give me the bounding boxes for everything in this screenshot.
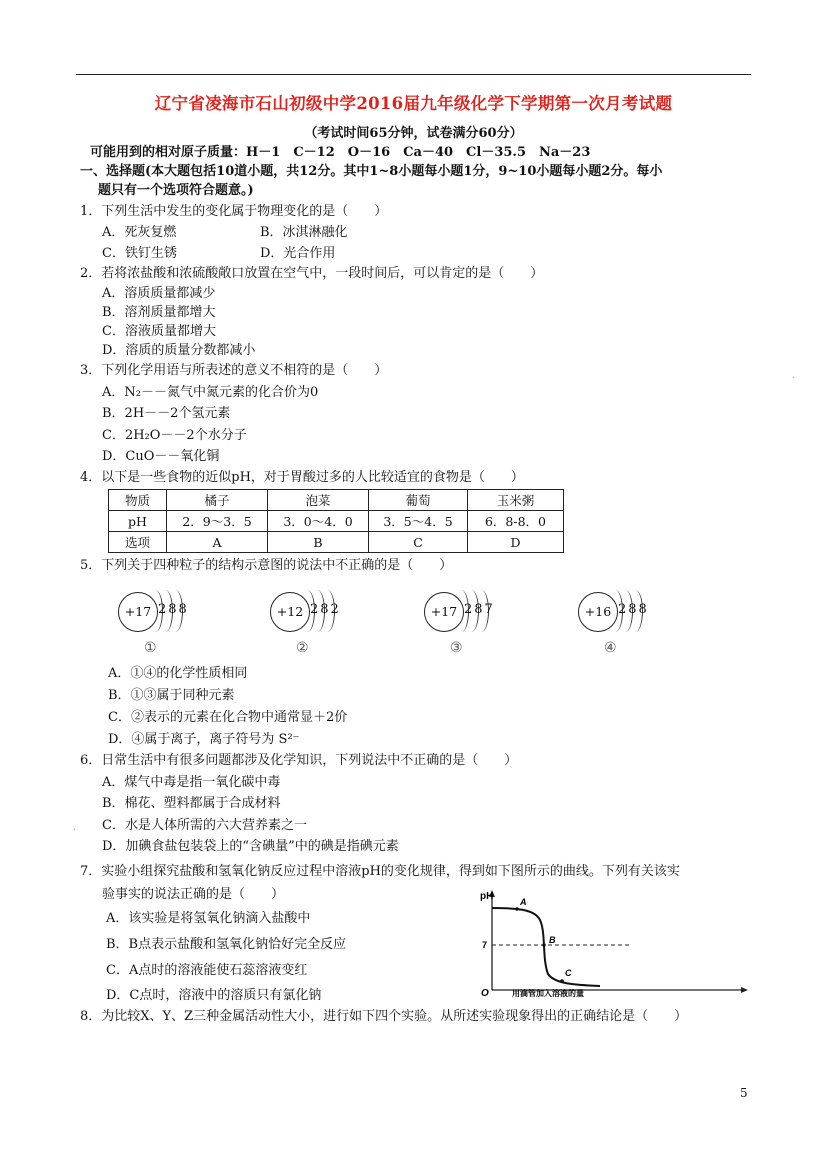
page-number: 5 [740,1086,748,1100]
section-heading-cont: 题只有一个选项符合题意。) [98,183,254,198]
table-cell: 2．9～3．5 [167,511,268,532]
question-3-option-b: B．2H－－2个氢元素 [102,406,231,421]
point-a [515,907,519,911]
x-axis-label: 用滴管加入溶液的量 [512,989,584,998]
table-cell: 选项 [109,532,167,553]
y-axis-label: pH [480,891,494,902]
exam-info: （考试时间65分钟，试卷满分60分） [304,126,523,141]
question-6-stem: 6．日常生活中有很多问题都涉及化学知识，下列说法中不正确的是（ ） [80,753,518,768]
question-7-option-d: D．C点时，溶液中的溶质只有氯化钠 [106,988,322,1003]
table-row [109,490,564,511]
question-4-stem: 4．以下是一些食物的近似pH，对于胃酸过多的人比较适宜的食物是（ ） [80,470,524,485]
table-cell: C [369,532,468,553]
diagram-label: ④ [604,640,617,656]
table-cell: 橘子 [167,490,268,511]
question-5-option-b: B．①③属于同种元素 [108,688,235,703]
question-7-option-a: A．该实验是将氢氧化钠滴入盐酸中 [106,911,311,926]
question-2-option-d: D．溶质的质量分数都减小 [102,343,256,358]
table-cell: 玉米粥 [468,490,564,511]
table-cell: 葡萄 [369,490,468,511]
nucleus-label: +17 [118,592,158,632]
electron-counts: 288 [618,602,649,617]
diagram-label: ② [296,640,309,656]
question-3-option-c: C．2H₂O－－2个水分子 [102,428,247,443]
question-1-option-a: A．死灰复燃 [102,225,177,240]
origin-label: O [481,988,489,998]
table-cell: pH [109,511,167,532]
nucleus-label: +16 [578,592,618,632]
question-5-option-d: D．④属于离子，离子符号为 S²⁻ [108,732,300,747]
question-7-stem: 7．实验小组探究盐酸和氢氧化钠反应过程中溶液pH的变化规律，得到如下图所示的曲线。下列有关该实 [80,864,680,879]
question-1-option-d: D．光合作用 [260,246,336,261]
table-cell: B [268,532,369,553]
table-cell: A [167,532,268,553]
point-b-label: B [549,935,556,945]
table-cell: 6．8-8．0 [468,511,564,532]
table-cell: 泡菜 [268,490,369,511]
scan-dot: . [73,822,77,833]
question-3-option-a: A．N₂－－氮气中氮元素的化合价为0 [102,385,319,400]
question-6-option-a: A．煤气中毒是指一氧化碳中毒 [102,775,281,790]
point-c-label: C [565,968,572,978]
question-2-option-b: B．溶剂质量都增大 [102,305,216,320]
section-heading: 一、选择题(本大题包括10道小题，共12分。其中1~8小题每小题1分，9~10小题每小题2分。每小 [80,164,663,179]
ph-curve-graph [480,888,755,998]
y-tick-label: 7 [482,940,488,950]
table-cell: 3．5～4．5 [369,511,468,532]
question-2-stem: 2．若将浓盐酸和浓硫酸敞口放置在空气中，一段时间后，可以肯定的是（ ） [80,266,544,281]
question-6-option-b: B．棉花、塑料都属于合成材料 [102,796,281,811]
table-cell: D [468,532,564,553]
question-3-stem: 3．下列化学用语与所表述的意义不相符的是（ ） [80,363,388,378]
page-title: 辽宁省凌海市石山初级中学2016届九年级化学下学期第一次月考试题 [154,94,673,113]
question-6-option-d: D．加碘食盐包装袋上的“含碘量”中的碘是指碘元素 [102,839,399,854]
table-cell: 物质 [109,490,167,511]
point-c [560,979,564,983]
question-1-option-c: C．铁钉生锈 [102,246,177,261]
ph-curve [492,908,600,986]
table-row [109,511,564,532]
question-3-option-d: D．CuO－－氧化铜 [102,449,220,464]
question-1-option-b: B．冰淇淋融化 [260,225,348,240]
header-rule [76,74,751,75]
atomic-masses: 可能用到的相对原子质量：H－1 C－12 O－16 Ca－40 Cl－35.5 Na－23 [90,145,591,160]
point-a-label: A [520,897,527,907]
question-2-option-c: C．溶液质量都增大 [102,324,216,339]
question-5-stem: 5．下列关于四种粒子的结构示意图的说法中不正确的是（ ） [80,558,453,573]
ph-table [108,489,564,553]
nucleus-label: +17 [424,592,464,632]
question-1-stem: 1．下列生活中发生的变化属于物理变化的是（ ） [80,204,388,219]
point-b [542,943,546,947]
question-2-option-a: A．溶质质量都减少 [102,286,216,301]
x-axis-arrow [741,987,748,993]
nucleus-label: +12 [270,592,310,632]
question-5-option-a: A．①④的化学性质相同 [108,666,248,681]
question-8-stem: 8．为比较X、Y、Z三种金属活动性大小，进行如下四个实验。从所述实验现象得出的正确结论是（ ） [80,1009,688,1024]
electron-counts: 288 [158,602,189,617]
question-5-option-c: C．②表示的元素在化合物中通常显＋2价 [108,710,348,725]
table-cell: 3．0～4．0 [268,511,369,532]
question-6-option-c: C．水是人体所需的六大营养素之一 [102,818,307,833]
question-7-option-c: C．A点时的溶液能使石蕊溶液变红 [106,963,308,978]
diagram-label: ① [144,640,157,656]
scan-dot: . [792,370,796,381]
diagram-label: ③ [450,640,463,656]
question-7-stem-cont: 验事实的说法正确的是（ ） [102,887,285,902]
electron-counts: 287 [464,602,495,617]
electron-counts: 282 [310,602,341,617]
question-7-option-b: B．B点表示盐酸和氢氧化钠恰好完全反应 [106,937,347,952]
table-row [109,532,564,553]
